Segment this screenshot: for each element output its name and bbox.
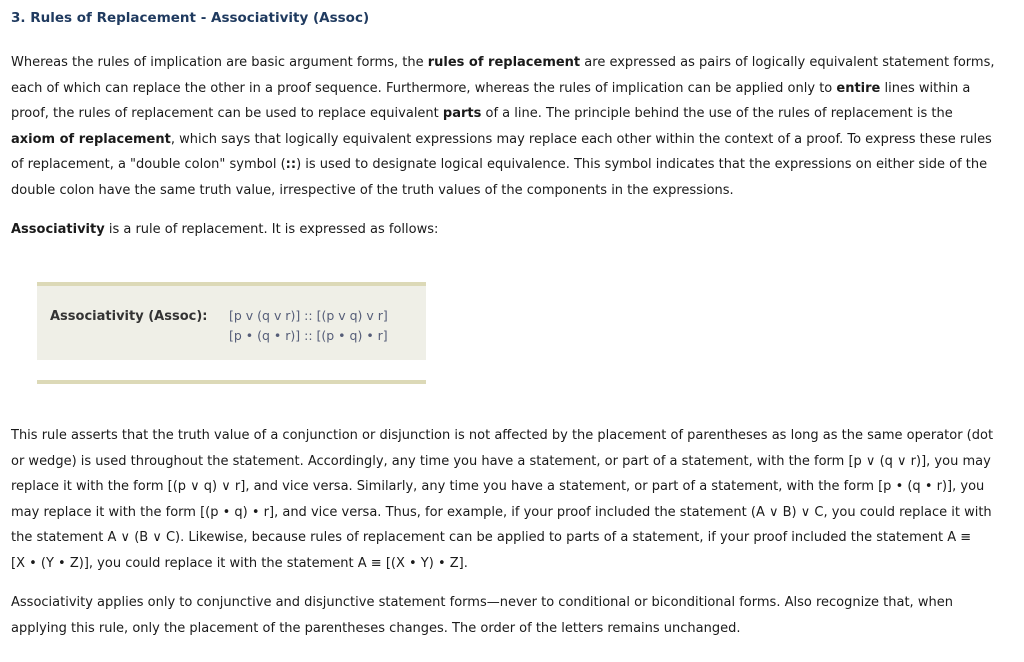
rule-form-disjunction: [p v (q v r)] :: [(p v q) v r]	[229, 308, 388, 323]
text-segment: Whereas the rules of implication are basic argument forms, the	[11, 55, 428, 70]
text-segment: of replacement, a "double colon" symbol (	[11, 157, 286, 173]
explanation-line-4: may replace it with the form [(p • q) • r], and vice versa. Thus, for example, if your proof included the statement (A ∨ B) ∨ C, you could replace it with	[11, 504, 992, 520]
rule-form-conjunction: [p • (q • r)] :: [(p • q) • r]	[229, 328, 388, 343]
final-line-2: applying this rule, only the placement of the parentheses changes. The order of the letters remains unchanged.	[11, 620, 741, 636]
rule-forms	[229, 306, 388, 346]
text-segment: is a rule of replacement. It is expressed as follows:	[104, 222, 439, 237]
explanation-line-2: or wedge) is used throughout the statement. Accordingly, any time you have a statement, or part of a statement, with the form [p ∨ (q ∨ r)], you may	[11, 453, 991, 469]
text-segment: lines within a	[880, 80, 971, 96]
rule-name: Associativity (Assoc):	[50, 309, 208, 324]
intro-line-5	[11, 152, 1001, 178]
text-segment: are expressed as pairs of logically equivalent statement forms,	[580, 55, 995, 70]
final-line-1: Associativity applies only to conjunctive and disjunctive statement forms—never to conditional or biconditional forms. Also recognize that, when	[11, 595, 953, 610]
rule-box-bottom-divider	[37, 380, 426, 384]
final-paragraph	[11, 590, 1001, 641]
section-title: 3. Rules of Replacement - Associativity (Assoc)	[11, 10, 370, 26]
rule-explanation-paragraph	[11, 423, 1001, 577]
text-segment: proof, the rules of replacement can be used to replace equivalent	[11, 106, 443, 122]
associativity-line	[11, 217, 1001, 243]
intro-line-2	[11, 76, 1001, 102]
explanation-line-1: This rule asserts that the truth value of a conjunction or disjunction is not affected by the placement of parentheses as long as the same operator (dot	[11, 428, 994, 443]
intro-line-6: double colon have the same truth value, irrespective of the truth values of the components in the expressions.	[11, 182, 734, 198]
rule-box-body	[37, 286, 426, 360]
rule-box	[37, 282, 426, 384]
explanation-line-5: the statement A ∨ (B ∨ C). Likewise, because rules of replacement can be applied to parts of a statement, if your proof included the statement A ≡	[11, 530, 972, 546]
intro-paragraph	[11, 50, 1001, 204]
intro-line-3	[11, 101, 1001, 127]
term-parts: parts	[442, 106, 482, 122]
term-rules-of-replacement: rules of replacement	[427, 55, 581, 70]
double-colon-symbol: ::	[285, 157, 297, 173]
intro-line-4	[11, 127, 1001, 153]
intro-line-1	[11, 50, 1001, 76]
text-segment: , which says that logically equivalent expressions may replace each other within the context of a proof. To express these rules	[170, 131, 992, 147]
term-associativity: Associativity	[11, 222, 105, 237]
explanation-line-3: replace it with the form [(p ∨ q) ∨ r], and vice versa. Similarly, any time you have a statement, or part of a statement, with the form [p • (q • r)], you	[11, 479, 985, 495]
term-axiom-of-replacement: axiom of replacement	[11, 131, 171, 147]
text-segment: of a line. The principle behind the use of the rules of replacement is the	[481, 106, 953, 122]
text-segment: each of which can replace the other in a proof sequence. Furthermore, whereas the rules of implication can be applied only to	[11, 80, 837, 96]
explanation-line-6: [X • (Y • Z)], you could replace it with the statement A ≡ [(X • Y) • Z].	[11, 555, 468, 571]
term-entire: entire	[836, 80, 881, 96]
associativity-sentence	[11, 217, 1001, 243]
text-segment: ) is used to designate logical equivalence. This symbol indicates that the expressions on either side of the	[296, 157, 988, 173]
